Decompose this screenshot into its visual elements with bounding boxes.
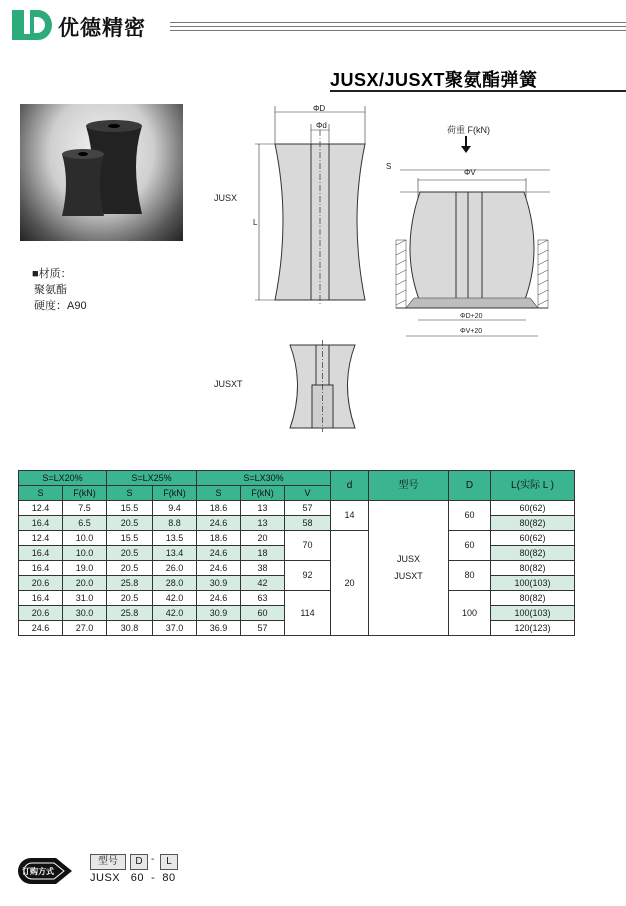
cell: 20.6 — [19, 606, 63, 621]
header-model: 型号 — [369, 471, 449, 501]
cell: 18 — [241, 546, 285, 561]
load-label: 荷重 F(kN) — [447, 125, 490, 135]
order-box-model: 型号 — [90, 854, 126, 870]
jusxt-drawing — [285, 340, 360, 435]
table-row — [19, 591, 575, 606]
cell: 28.0 — [153, 576, 197, 591]
cell-L: 100(103) — [491, 606, 575, 621]
cell: 42.0 — [153, 606, 197, 621]
cell: 31.0 — [63, 591, 107, 606]
cell-d: 14 — [331, 501, 369, 531]
table-row — [19, 516, 575, 531]
header-f: F(kN) — [63, 486, 107, 501]
cell: 20.5 — [107, 591, 153, 606]
header-s: S — [197, 486, 241, 501]
header-group-20: S=LX20% — [19, 471, 107, 486]
jusx-label: JUSX — [214, 193, 238, 203]
model-name: JUSXT — [394, 571, 423, 581]
table-row — [19, 561, 575, 576]
cell: 13 — [241, 516, 285, 531]
cell: 16.4 — [19, 561, 63, 576]
l-label: L — [253, 218, 258, 227]
cell: 20 — [241, 531, 285, 546]
order-box-D: D — [130, 854, 148, 870]
cell-D: 80 — [449, 561, 491, 591]
spec-table — [18, 470, 575, 636]
cell: 20.5 — [107, 561, 153, 576]
phi-d-inner-label: Φd — [316, 121, 327, 130]
cell: 16.4 — [19, 591, 63, 606]
cell-L: 80(82) — [491, 516, 575, 531]
cell: 26.0 — [153, 561, 197, 576]
material-info — [34, 266, 87, 314]
cell: 30.0 — [63, 606, 107, 621]
cell: 27.0 — [63, 621, 107, 636]
cell: 24.6 — [197, 591, 241, 606]
cell: 19.0 — [63, 561, 107, 576]
cell: 30.8 — [107, 621, 153, 636]
table-row — [19, 501, 575, 516]
cell: 18.6 — [197, 501, 241, 516]
cell: 15.5 — [107, 501, 153, 516]
header-group-30: S=LX30% — [197, 471, 331, 486]
header-v: V — [285, 486, 331, 501]
header-s: S — [19, 486, 63, 501]
cell-L: 100(103) — [491, 576, 575, 591]
cell-D: 60 — [449, 501, 491, 531]
cell-D: 60 — [449, 531, 491, 561]
header-d-small: d — [331, 471, 369, 501]
header-L: L(实际 L ) — [491, 471, 575, 501]
cell: 6.5 — [63, 516, 107, 531]
brand-name: 优德精密 — [58, 17, 146, 40]
phi-v-label: ΦV — [464, 168, 476, 177]
phi-d20-label: ΦD+20 — [460, 313, 483, 320]
cell-L: 80(82) — [491, 591, 575, 606]
order-example: JUSX 60 - 80 — [90, 872, 176, 884]
product-photo — [20, 104, 183, 241]
cell-L: 80(82) — [491, 561, 575, 576]
cell: 30.9 — [197, 606, 241, 621]
s-label: S — [386, 162, 392, 171]
cell: 24.6 — [197, 561, 241, 576]
header-f: F(kN) — [153, 486, 197, 501]
cell: 18.6 — [197, 531, 241, 546]
title-underline — [330, 90, 626, 92]
cell: 16.4 — [19, 546, 63, 561]
compressed-drawing — [390, 150, 560, 340]
cell-v: 92 — [285, 561, 331, 591]
cell: 42 — [241, 576, 285, 591]
cell: 24.6 — [19, 621, 63, 636]
page-title: JUSX/JUSXT聚氨酯弹簧 — [330, 70, 538, 90]
cell: 57 — [285, 501, 331, 516]
cell: 13 — [241, 501, 285, 516]
order-method-label: 订购方式 — [22, 867, 54, 876]
spring-photo-icon — [20, 104, 183, 241]
header-f: F(kN) — [241, 486, 285, 501]
cell: 24.6 — [197, 516, 241, 531]
material-hardness: 硬度：A90 — [34, 300, 87, 312]
table-row — [19, 531, 575, 546]
header-rule — [170, 22, 626, 34]
jusx-drawing — [245, 100, 385, 310]
cell-v: 70 — [285, 531, 331, 561]
cell-L: 80(82) — [491, 546, 575, 561]
cell: 60 — [241, 606, 285, 621]
header-D: D — [449, 471, 491, 501]
material-label: ■材质： — [32, 268, 72, 280]
cell: 57 — [241, 621, 285, 636]
cell: 37.0 — [153, 621, 197, 636]
order-dash: - — [151, 854, 155, 865]
cell: 12.4 — [19, 501, 63, 516]
cell-L: 60(62) — [491, 501, 575, 516]
cell: 63 — [241, 591, 285, 606]
jusxt-label: JUSXT — [214, 379, 243, 389]
cell: 25.8 — [107, 606, 153, 621]
cell-D: 100 — [449, 591, 491, 636]
cell: 8.8 — [153, 516, 197, 531]
material-name: 聚氨酯 — [34, 284, 67, 296]
header-group-25: S=LX25% — [107, 471, 197, 486]
order-box-L: L — [160, 854, 178, 870]
cell: 12.4 — [19, 531, 63, 546]
phi-d-outer-label: ΦD — [313, 104, 326, 113]
header-s: S — [107, 486, 153, 501]
cell: 7.5 — [63, 501, 107, 516]
cell: 20.5 — [107, 516, 153, 531]
cell-L: 120(123) — [491, 621, 575, 636]
cell: 20.6 — [19, 576, 63, 591]
company-logo-icon — [12, 8, 54, 42]
cell: 25.8 — [107, 576, 153, 591]
cell-L: 60(62) — [491, 531, 575, 546]
phi-v20-label: ΦV+20 — [460, 328, 483, 335]
cell: 24.6 — [197, 546, 241, 561]
cell: 38 — [241, 561, 285, 576]
cell: 58 — [285, 516, 331, 531]
cell-v: 114 — [285, 591, 331, 636]
cell: 10.0 — [63, 531, 107, 546]
cell-model — [369, 501, 449, 636]
model-name: JUSX — [397, 554, 421, 564]
cell-d: 20 — [331, 531, 369, 636]
cell: 13.5 — [153, 531, 197, 546]
cell: 9.4 — [153, 501, 197, 516]
cell: 16.4 — [19, 516, 63, 531]
cell: 10.0 — [63, 546, 107, 561]
cell: 42.0 — [153, 591, 197, 606]
cell: 15.5 — [107, 531, 153, 546]
cell: 20.5 — [107, 546, 153, 561]
cell: 20.0 — [63, 576, 107, 591]
cell: 36.9 — [197, 621, 241, 636]
cell: 30.9 — [197, 576, 241, 591]
cell: 13.4 — [153, 546, 197, 561]
